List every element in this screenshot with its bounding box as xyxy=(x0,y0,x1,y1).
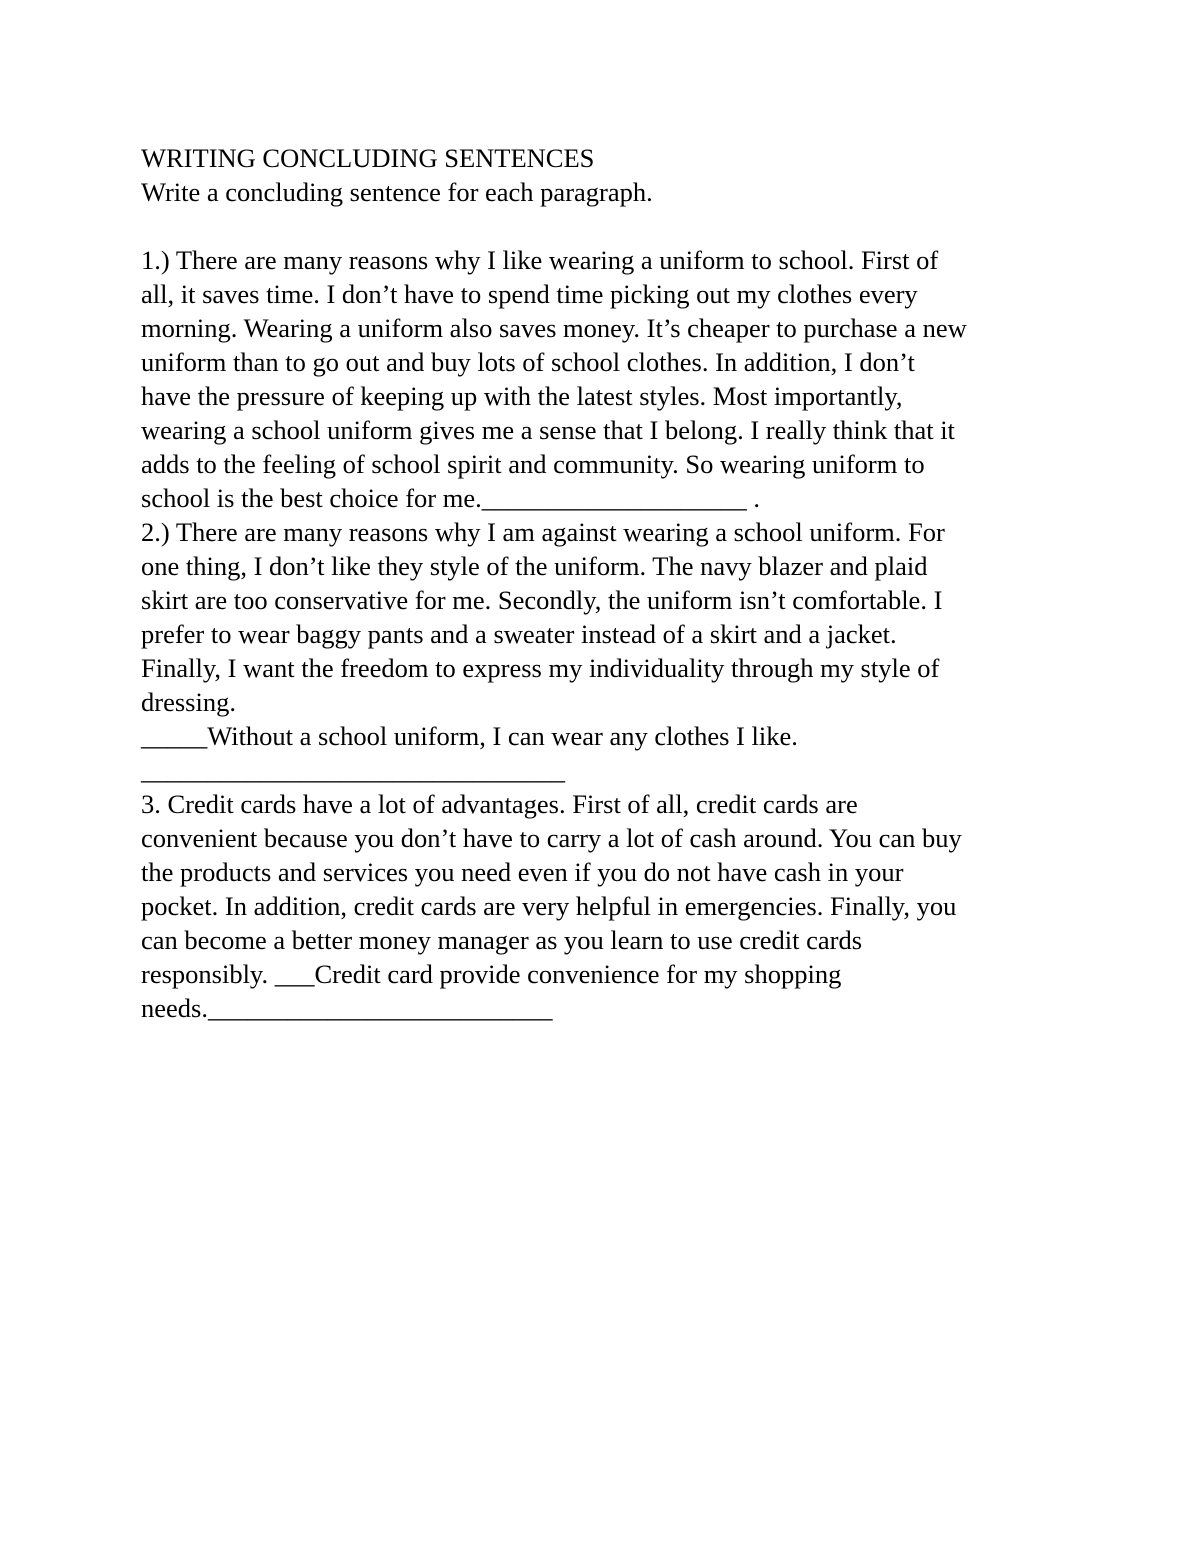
paragraph-line: dressing. xyxy=(141,687,236,717)
paragraph-line: wearing a school uniform gives me a sense that I belong. I really think that it xyxy=(141,415,955,445)
paragraph-3 xyxy=(141,787,1081,1025)
paragraph-line: school is the best choice for me.____________________ . xyxy=(141,483,760,513)
worksheet-content xyxy=(141,141,1081,1025)
paragraph-line: _____Without a school uniform, I can wear any clothes I like. xyxy=(141,721,798,751)
paragraph-line: uniform than to go out and buy lots of school clothes. In addition, I don’t xyxy=(141,347,915,377)
paragraph-line: responsibly. ___Credit card provide convenience for my shopping xyxy=(141,959,842,989)
paragraph-line: have the pressure of keeping up with the latest styles. Most importantly, xyxy=(141,381,903,411)
worksheet-title: WRITING CONCLUDING SENTENCES xyxy=(141,143,595,173)
paragraph-1 xyxy=(141,243,1081,515)
paragraph-line: skirt are too conservative for me. Secondly, the uniform isn’t comfortable. I xyxy=(141,585,943,615)
paragraph-line: adds to the feeling of school spirit and community. So wearing uniform to xyxy=(141,449,925,479)
paragraph-line: pocket. In addition, credit cards are very helpful in emergencies. Finally, you xyxy=(141,891,957,921)
paragraph-line: all, it saves time. I don’t have to spend time picking out my clothes every xyxy=(141,279,918,309)
paragraph-line: 2.) There are many reasons why I am against wearing a school uniform. For xyxy=(141,517,945,547)
worksheet-instruction: Write a concluding sentence for each paragraph. xyxy=(141,177,653,207)
paragraph-line: morning. Wearing a uniform also saves money. It’s cheaper to purchase a new xyxy=(141,313,967,343)
answer-blank-line: ________________________________ xyxy=(141,755,565,785)
paragraph-line: convenient because you don’t have to carry a lot of cash around. You can buy xyxy=(141,823,962,853)
paragraph-line: prefer to wear baggy pants and a sweater instead of a skirt and a jacket. xyxy=(141,619,897,649)
paragraph-line: 1.) There are many reasons why I like wearing a uniform to school. First of xyxy=(141,245,939,275)
paragraph-line: the products and services you need even if you do not have cash in your xyxy=(141,857,904,887)
paragraph-line: can become a better money manager as you learn to use credit cards xyxy=(141,925,863,955)
paragraph-2 xyxy=(141,515,1081,787)
paragraph-line: Finally, I want the freedom to express my individuality through my style of xyxy=(141,653,940,683)
paragraph-line: needs.__________________________ xyxy=(141,993,553,1023)
paragraph-line: 3. Credit cards have a lot of advantages. First of all, credit cards are xyxy=(141,789,858,819)
spacer xyxy=(141,209,1081,243)
paragraph-line: one thing, I don’t like they style of the uniform. The navy blazer and plaid xyxy=(141,551,928,581)
